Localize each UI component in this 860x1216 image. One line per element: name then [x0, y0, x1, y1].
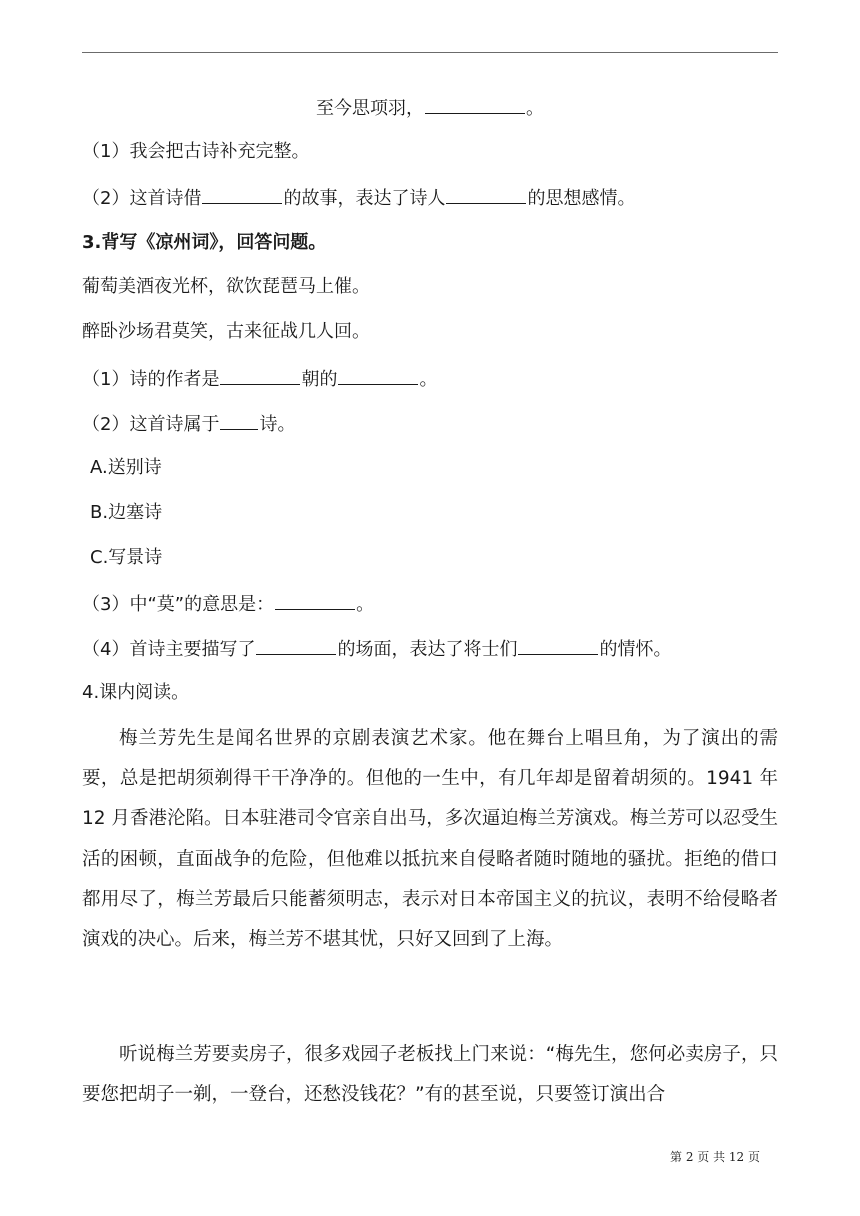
- q3-sub4-text-a: （4）首诗主要描写了: [82, 639, 256, 660]
- option-a[interactable]: A.送别诗: [90, 457, 162, 478]
- poem-line-text: 至今思项羽，: [316, 98, 424, 119]
- header-rule: [82, 52, 778, 53]
- q3-sub2-text-a: （2）这首诗属于: [82, 414, 220, 435]
- answer-blank[interactable]: [220, 411, 258, 430]
- poem-line: [0, 95, 860, 121]
- q3-poem-line-1: 葡萄美酒夜光杯，欲饮琵琶马上催。: [82, 276, 370, 297]
- answer-blank[interactable]: [202, 185, 282, 204]
- answer-blank[interactable]: [275, 591, 355, 610]
- answer-blank[interactable]: [338, 366, 418, 385]
- answer-blank[interactable]: [446, 185, 526, 204]
- q3-sub1-text-c: 。: [419, 369, 438, 390]
- q4-title: 4.课内阅读。: [82, 682, 190, 703]
- q2-sub1: （1）我会把古诗补充完整。: [82, 141, 310, 162]
- page-footer: 第 2 页 共 12 页: [670, 1150, 760, 1164]
- q2-sub2-text-a: （2）这首诗借: [82, 188, 202, 209]
- option-c[interactable]: C.写景诗: [90, 547, 163, 568]
- answer-blank[interactable]: [425, 95, 525, 114]
- q3-sub2: [82, 411, 295, 437]
- option-b[interactable]: B.边塞诗: [90, 502, 163, 523]
- answer-blank[interactable]: [518, 636, 598, 655]
- q3-sub3: [82, 591, 374, 617]
- q2-sub2: [82, 185, 635, 211]
- answer-blank[interactable]: [256, 636, 336, 655]
- q3-sub4: [82, 636, 671, 662]
- q3-sub4-text-b: 的场面，表达了将士们: [337, 639, 518, 660]
- poem-line-end: 。: [526, 98, 544, 119]
- passage-paragraph-2: 听说梅兰芳要卖房子，很多戏园子老板找上门来说：“梅先生，您何必卖房子，只要您把胡子一剃，一登台，还愁没钱花？”有的甚至说，只要签订演出合: [82, 1044, 778, 1106]
- passage-paragraph-1: 梅兰芳先生是闻名世界的京剧表演艺术家。他在舞台上唱旦角，为了演出的需要，总是把胡须剃得干干净净的。但他的一生中，有几年却是留着胡须的。1941 年 12 月香港沦陷。日本驻港司令官亲自出马，多次逼迫梅兰芳演戏。梅兰芳可以忍受生活的困顿，直面战争的危险，但他难以抵抗来自侵略者随时随地的骚扰。拒绝的借口都用尽了，梅兰芳最后只能蓄须明志，表示对日本帝国主义的抗议，表明不给侵略者演戏的决心。后来，梅兰芳不堪其忧，只好又回到了上海。: [82, 728, 778, 951]
- q2-sub2-text-b: 的故事，表达了诗人: [283, 188, 446, 209]
- q3-sub3-text-a: （3）中“莫”的意思是：: [82, 594, 275, 615]
- q3-sub4-text-c: 的情怀。: [599, 639, 672, 660]
- q3-sub2-text-b: 诗。: [259, 414, 296, 435]
- q2-sub2-text-c: 的思想感情。: [527, 188, 636, 209]
- q3-sub1: [82, 366, 437, 392]
- q3-poem-line-2: 醉卧沙场君莫笑，古来征战几人回。: [82, 321, 370, 342]
- q3-sub3-text-b: 。: [356, 594, 375, 615]
- q3-sub1-text-b: 朝的: [301, 369, 338, 390]
- q3-title: 3.背写《凉州词》，回答问题。: [82, 232, 327, 253]
- q3-sub1-text-a: （1）诗的作者是: [82, 369, 220, 390]
- answer-blank[interactable]: [220, 366, 300, 385]
